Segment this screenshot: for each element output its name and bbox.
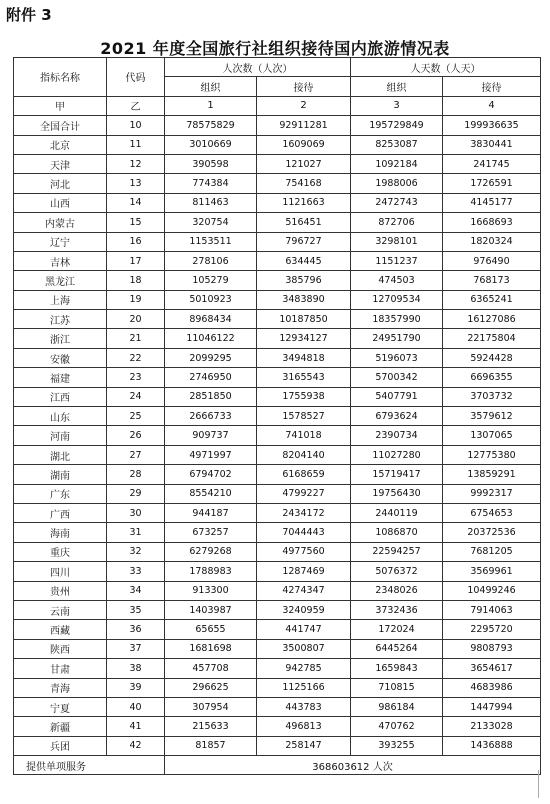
- organize-times-cell: 215633: [165, 717, 257, 736]
- receive-days-cell: 768173: [443, 271, 541, 290]
- organize-times-cell: 673257: [165, 523, 257, 542]
- receive-times-cell: 1755938: [257, 387, 351, 406]
- receive-days-cell: 10499246: [443, 581, 541, 600]
- region-code-cell: 41: [107, 717, 165, 736]
- footer-label: 提供单项服务: [14, 756, 165, 775]
- organize-times-cell: 5010923: [165, 290, 257, 309]
- region-name-cell: 兵团: [14, 736, 107, 755]
- table-row: [14, 135, 541, 154]
- organize-times-cell: 3010669: [165, 135, 257, 154]
- header-person-times: 人次数（人次）: [165, 58, 351, 77]
- table-row: [14, 736, 541, 755]
- receive-days-cell: 1447994: [443, 697, 541, 716]
- organize-times-cell: 944187: [165, 503, 257, 522]
- receive-days-cell: 16127086: [443, 310, 541, 329]
- region-code-cell: 19: [107, 290, 165, 309]
- receive-days-cell: 976490: [443, 251, 541, 270]
- organize-days-cell: 22594257: [351, 542, 443, 561]
- receive-times-cell: 4274347: [257, 581, 351, 600]
- receive-times-cell: 8204140: [257, 445, 351, 464]
- table-row: [14, 193, 541, 212]
- region-name-cell: 天津: [14, 154, 107, 173]
- table-row: [14, 717, 541, 736]
- region-name-cell: 湖北: [14, 445, 107, 464]
- region-code-cell: 21: [107, 329, 165, 348]
- region-code-cell: 27: [107, 445, 165, 464]
- organize-times-cell: 2099295: [165, 348, 257, 367]
- table-row: [14, 271, 541, 290]
- header-person-days: 人天数（人天）: [351, 58, 541, 77]
- receive-times-cell: 10187850: [257, 310, 351, 329]
- receive-times-cell: 496813: [257, 717, 351, 736]
- receive-days-cell: 4145177: [443, 193, 541, 212]
- receive-times-cell: 3500807: [257, 639, 351, 658]
- organize-days-cell: 195729849: [351, 116, 443, 135]
- region-name-cell: 甘肃: [14, 659, 107, 678]
- organize-days-cell: 172024: [351, 620, 443, 639]
- region-code-cell: 26: [107, 426, 165, 445]
- receive-days-cell: 2133028: [443, 717, 541, 736]
- organize-days-cell: 6445264: [351, 639, 443, 658]
- region-code-cell: 34: [107, 581, 165, 600]
- organize-days-cell: 3732436: [351, 600, 443, 619]
- organize-days-cell: 986184: [351, 697, 443, 716]
- receive-times-cell: 4977560: [257, 542, 351, 561]
- receive-times-cell: 1578527: [257, 407, 351, 426]
- region-code-cell: 14: [107, 193, 165, 212]
- organize-times-cell: 78575829: [165, 116, 257, 135]
- receive-days-cell: 1726591: [443, 174, 541, 193]
- header-indicator: 指标名称: [14, 58, 107, 97]
- organize-times-cell: 320754: [165, 213, 257, 232]
- table-body: [14, 116, 541, 756]
- region-code-cell: 20: [107, 310, 165, 329]
- region-code-cell: 13: [107, 174, 165, 193]
- region-code-cell: 40: [107, 697, 165, 716]
- region-name-cell: 内蒙古: [14, 213, 107, 232]
- organize-times-cell: 390598: [165, 154, 257, 173]
- receive-days-cell: 6754653: [443, 503, 541, 522]
- header-organize-days: 组织: [351, 77, 443, 96]
- region-code-cell: 16: [107, 232, 165, 251]
- table-row: [14, 484, 541, 503]
- organize-times-cell: 1153511: [165, 232, 257, 251]
- index-cell: 3: [351, 96, 443, 115]
- receive-days-cell: 1820324: [443, 232, 541, 251]
- organize-times-cell: 81857: [165, 736, 257, 755]
- receive-days-cell: 9992317: [443, 484, 541, 503]
- region-name-cell: 海南: [14, 523, 107, 542]
- region-name-cell: 江苏: [14, 310, 107, 329]
- receive-times-cell: 1125166: [257, 678, 351, 697]
- receive-days-cell: 2295720: [443, 620, 541, 639]
- organize-days-cell: 8253087: [351, 135, 443, 154]
- index-cell: 4: [443, 96, 541, 115]
- region-name-cell: 辽宁: [14, 232, 107, 251]
- receive-days-cell: 9808793: [443, 639, 541, 658]
- index-row: [14, 96, 541, 115]
- index-cell: 1: [165, 96, 257, 115]
- region-name-cell: 广东: [14, 484, 107, 503]
- table-row: [14, 310, 541, 329]
- region-name-cell: 北京: [14, 135, 107, 154]
- footer-value: 368603612 人次: [165, 756, 541, 775]
- receive-days-cell: 1668693: [443, 213, 541, 232]
- region-code-cell: 33: [107, 562, 165, 581]
- receive-times-cell: 258147: [257, 736, 351, 755]
- receive-days-cell: 7914063: [443, 600, 541, 619]
- organize-times-cell: 296625: [165, 678, 257, 697]
- region-name-cell: 西藏: [14, 620, 107, 639]
- receive-times-cell: 7044443: [257, 523, 351, 542]
- region-code-cell: 31: [107, 523, 165, 542]
- organize-days-cell: 5407791: [351, 387, 443, 406]
- organize-times-cell: 11046122: [165, 329, 257, 348]
- region-name-cell: 江西: [14, 387, 107, 406]
- receive-times-cell: 1287469: [257, 562, 351, 581]
- receive-days-cell: 4683986: [443, 678, 541, 697]
- region-code-cell: 37: [107, 639, 165, 658]
- organize-days-cell: 5700342: [351, 368, 443, 387]
- receive-days-cell: 3830441: [443, 135, 541, 154]
- region-name-cell: 云南: [14, 600, 107, 619]
- index-cell: 乙: [107, 96, 165, 115]
- region-name-cell: 吉林: [14, 251, 107, 270]
- receive-days-cell: 13859291: [443, 465, 541, 484]
- organize-times-cell: 774384: [165, 174, 257, 193]
- receive-days-cell: 3569961: [443, 562, 541, 581]
- receive-days-cell: 241745: [443, 154, 541, 173]
- receive-days-cell: 22175804: [443, 329, 541, 348]
- region-code-cell: 11: [107, 135, 165, 154]
- region-code-cell: 32: [107, 542, 165, 561]
- organize-times-cell: 457708: [165, 659, 257, 678]
- receive-days-cell: 12775380: [443, 445, 541, 464]
- region-name-cell: 河南: [14, 426, 107, 445]
- region-name-cell: 山东: [14, 407, 107, 426]
- receive-times-cell: 443783: [257, 697, 351, 716]
- receive-days-cell: 199936635: [443, 116, 541, 135]
- organize-days-cell: 872706: [351, 213, 443, 232]
- organize-days-cell: 1092184: [351, 154, 443, 173]
- table-row: [14, 600, 541, 619]
- region-code-cell: 36: [107, 620, 165, 639]
- header-code: 代码: [107, 58, 165, 97]
- organize-days-cell: 15719417: [351, 465, 443, 484]
- region-code-cell: 15: [107, 213, 165, 232]
- receive-times-cell: 3165543: [257, 368, 351, 387]
- region-name-cell: 安徽: [14, 348, 107, 367]
- organize-days-cell: 19756430: [351, 484, 443, 503]
- table-row: [14, 697, 541, 716]
- receive-days-cell: 3579612: [443, 407, 541, 426]
- organize-days-cell: 5076372: [351, 562, 443, 581]
- table-row: [14, 251, 541, 270]
- region-code-cell: 39: [107, 678, 165, 697]
- organize-days-cell: 470762: [351, 717, 443, 736]
- receive-times-cell: 634445: [257, 251, 351, 270]
- index-cell: 2: [257, 96, 351, 115]
- page-edge-line: [538, 770, 550, 798]
- table-row: [14, 639, 541, 658]
- organize-days-cell: 2472743: [351, 193, 443, 212]
- region-name-cell: 贵州: [14, 581, 107, 600]
- receive-times-cell: 741018: [257, 426, 351, 445]
- organize-days-cell: 393255: [351, 736, 443, 755]
- region-name-cell: 青海: [14, 678, 107, 697]
- organize-times-cell: 2666733: [165, 407, 257, 426]
- region-name-cell: 福建: [14, 368, 107, 387]
- region-name-cell: 上海: [14, 290, 107, 309]
- receive-times-cell: 754168: [257, 174, 351, 193]
- table-row: [14, 116, 541, 135]
- organize-days-cell: 2348026: [351, 581, 443, 600]
- receive-times-cell: 1609069: [257, 135, 351, 154]
- header-receive-times: 接待: [257, 77, 351, 96]
- organize-days-cell: 24951790: [351, 329, 443, 348]
- organize-times-cell: 2851850: [165, 387, 257, 406]
- table-row: [14, 523, 541, 542]
- header-receive-days: 接待: [443, 77, 541, 96]
- region-code-cell: 42: [107, 736, 165, 755]
- organize-times-cell: 65655: [165, 620, 257, 639]
- organize-times-cell: 307954: [165, 697, 257, 716]
- region-name-cell: 湖南: [14, 465, 107, 484]
- region-name-cell: 新疆: [14, 717, 107, 736]
- organize-days-cell: 1086870: [351, 523, 443, 542]
- receive-times-cell: 942785: [257, 659, 351, 678]
- table-row: [14, 659, 541, 678]
- region-name-cell: 河北: [14, 174, 107, 193]
- region-code-cell: 24: [107, 387, 165, 406]
- region-code-cell: 10: [107, 116, 165, 135]
- organize-days-cell: 710815: [351, 678, 443, 697]
- organize-times-cell: 909737: [165, 426, 257, 445]
- organize-times-cell: 1788983: [165, 562, 257, 581]
- receive-days-cell: 6696355: [443, 368, 541, 387]
- organize-times-cell: 6279268: [165, 542, 257, 561]
- table-row: [14, 503, 541, 522]
- organize-times-cell: 1681698: [165, 639, 257, 658]
- table-row: [14, 407, 541, 426]
- region-name-cell: 广西: [14, 503, 107, 522]
- table-row: [14, 562, 541, 581]
- receive-times-cell: 3240959: [257, 600, 351, 619]
- region-name-cell: 黑龙江: [14, 271, 107, 290]
- receive-times-cell: 3494818: [257, 348, 351, 367]
- table-row: [14, 426, 541, 445]
- region-code-cell: 22: [107, 348, 165, 367]
- organize-times-cell: 811463: [165, 193, 257, 212]
- organize-times-cell: 4971997: [165, 445, 257, 464]
- table-row: [14, 678, 541, 697]
- organize-times-cell: 8968434: [165, 310, 257, 329]
- table-row: [14, 368, 541, 387]
- header-organize-times: 组织: [165, 77, 257, 96]
- region-code-cell: 12: [107, 154, 165, 173]
- organize-times-cell: 1403987: [165, 600, 257, 619]
- footer-row: [14, 756, 541, 775]
- receive-times-cell: 441747: [257, 620, 351, 639]
- table-row: [14, 232, 541, 251]
- region-code-cell: 25: [107, 407, 165, 426]
- receive-times-cell: 516451: [257, 213, 351, 232]
- region-code-cell: 28: [107, 465, 165, 484]
- receive-times-cell: 92911281: [257, 116, 351, 135]
- region-code-cell: 17: [107, 251, 165, 270]
- attachment-label: 附件 3: [6, 6, 52, 24]
- table-row: [14, 348, 541, 367]
- table-row: [14, 154, 541, 173]
- organize-times-cell: 913300: [165, 581, 257, 600]
- receive-days-cell: 3703732: [443, 387, 541, 406]
- receive-days-cell: 1307065: [443, 426, 541, 445]
- organize-days-cell: 18357990: [351, 310, 443, 329]
- organize-times-cell: 278106: [165, 251, 257, 270]
- table-row: [14, 213, 541, 232]
- table-row: [14, 465, 541, 484]
- region-name-cell: 重庆: [14, 542, 107, 561]
- receive-times-cell: 121027: [257, 154, 351, 173]
- organize-days-cell: 1988006: [351, 174, 443, 193]
- table-row: [14, 174, 541, 193]
- receive-days-cell: 20372536: [443, 523, 541, 542]
- receive-days-cell: 7681205: [443, 542, 541, 561]
- page-title: 2021 年度全国旅行社组织接待国内旅游情况表: [100, 39, 450, 58]
- receive-days-cell: 3654617: [443, 659, 541, 678]
- region-name-cell: 山西: [14, 193, 107, 212]
- receive-days-cell: 5924428: [443, 348, 541, 367]
- table-row: [14, 290, 541, 309]
- organize-days-cell: 1151237: [351, 251, 443, 270]
- table-row: [14, 445, 541, 464]
- receive-times-cell: 1121663: [257, 193, 351, 212]
- organize-days-cell: 2440119: [351, 503, 443, 522]
- table-row: [14, 581, 541, 600]
- receive-times-cell: 12934127: [257, 329, 351, 348]
- tourism-table: [13, 57, 541, 775]
- receive-times-cell: 4799227: [257, 484, 351, 503]
- receive-times-cell: 796727: [257, 232, 351, 251]
- header-row: [14, 58, 541, 77]
- organize-days-cell: 474503: [351, 271, 443, 290]
- region-code-cell: 30: [107, 503, 165, 522]
- region-code-cell: 35: [107, 600, 165, 619]
- region-name-cell: 全国合计: [14, 116, 107, 135]
- organize-days-cell: 5196073: [351, 348, 443, 367]
- region-code-cell: 38: [107, 659, 165, 678]
- region-name-cell: 宁夏: [14, 697, 107, 716]
- receive-times-cell: 385796: [257, 271, 351, 290]
- table-row: [14, 329, 541, 348]
- region-code-cell: 23: [107, 368, 165, 387]
- receive-times-cell: 6168659: [257, 465, 351, 484]
- organize-times-cell: 2746950: [165, 368, 257, 387]
- region-code-cell: 18: [107, 271, 165, 290]
- organize-days-cell: 6793624: [351, 407, 443, 426]
- organize-times-cell: 105279: [165, 271, 257, 290]
- region-name-cell: 陕西: [14, 639, 107, 658]
- organize-times-cell: 6794702: [165, 465, 257, 484]
- receive-days-cell: 1436888: [443, 736, 541, 755]
- region-name-cell: 四川: [14, 562, 107, 581]
- receive-times-cell: 2434172: [257, 503, 351, 522]
- organize-days-cell: 3298101: [351, 232, 443, 251]
- index-cell: 甲: [14, 96, 107, 115]
- table-row: [14, 387, 541, 406]
- organize-times-cell: 8554210: [165, 484, 257, 503]
- organize-days-cell: 12709534: [351, 290, 443, 309]
- organize-days-cell: 11027280: [351, 445, 443, 464]
- region-name-cell: 浙江: [14, 329, 107, 348]
- receive-times-cell: 3483890: [257, 290, 351, 309]
- receive-days-cell: 6365241: [443, 290, 541, 309]
- table-row: [14, 620, 541, 639]
- organize-days-cell: 2390734: [351, 426, 443, 445]
- region-code-cell: 29: [107, 484, 165, 503]
- table-row: [14, 542, 541, 561]
- organize-days-cell: 1659843: [351, 659, 443, 678]
